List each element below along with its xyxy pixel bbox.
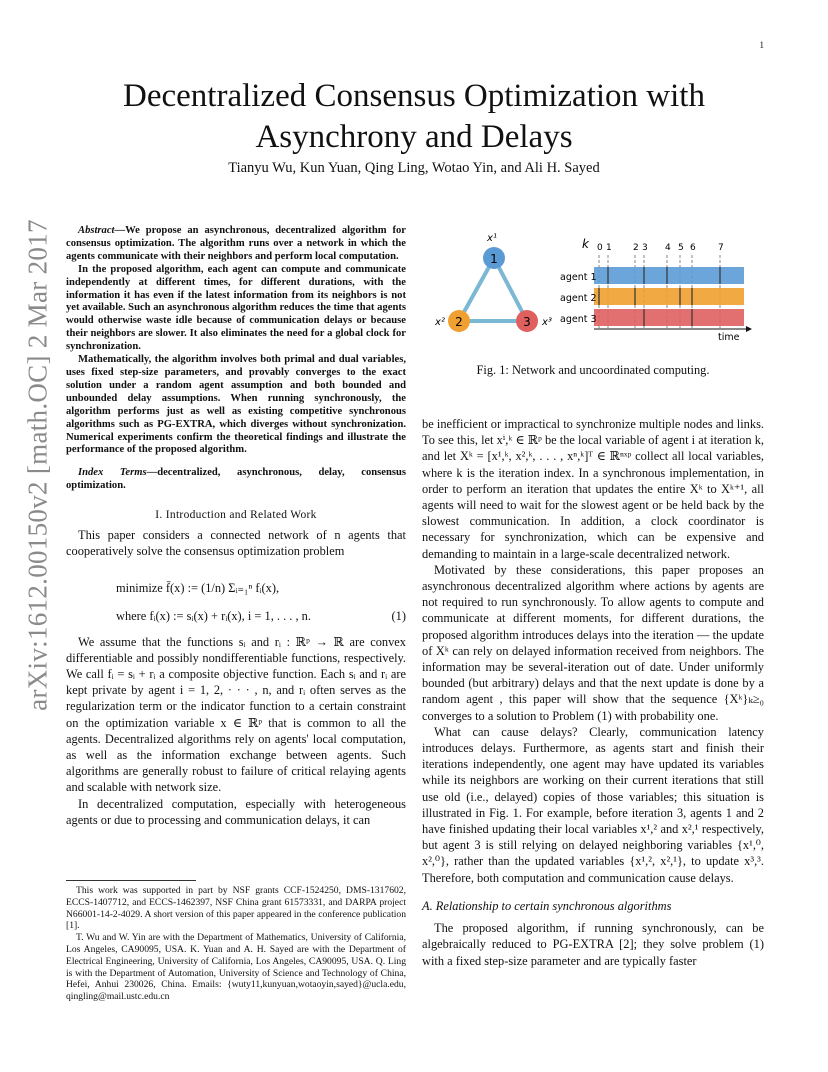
index-terms-label: Index Terms: [78, 467, 147, 479]
right-p4: The proposed algorithm, if running synchronously, can be algebraically reduced to PG-EXTRA [2]; they solve problem (1) with a fixed step-size parameter and are typically faster: [422, 921, 764, 968]
abstract-p3: Mathematically, the algorithm involves both primal and dual variables, uses fixed step-size parameters, and provably converges to the exact solution under a random agent assumption and both bounded and unbounded delay assumptions. When running synchronously, the algorithm performs just as well as existing competitive synchronous algorithms such as PG-EXTRA, which diverges without synchronization. Numerical experiments confirm the theoretical findings and illustrate the performance of the proposed algorithm.: [66, 354, 406, 456]
right-p2: Motivated by these considerations, this paper proposes an asynchronous decentralized algorithm where actions by agents are not required to run synchronously. To allow agents to compute and communicate at different moments, for different durations, the proposed algorithm introduces delays into the iteration — the update of Xᵏ can rely on delayed information received from neighbors. The information may be several-iteration out of date. Under uniformly bounded (but arbitrary) delays and that the next update is done by a random agent , this paper will show that the sequence {Xᵏ}ₖ≥₀ converges to a solution to Problem (1) with probability one.: [422, 562, 764, 723]
x1-label: x¹: [487, 233, 497, 244]
author-list: Tianyu Wu, Kun Yuan, Qing Ling, Wotao Yin, and Ali H. Sayed: [228, 160, 600, 176]
figure-1-graphic: [422, 225, 764, 355]
index-terms-text: —decentralized, asynchronous, delay, consensus optimization.: [66, 467, 406, 492]
left-column: [66, 225, 406, 828]
abstract-p2: In the proposed algorithm, each agent can compute and communicate independently at different times, for different durations, with the information it has even if the latest information from its neighbors is not yet available. Such an asynchronous algorithm reduces the time that agents would otherwise waste idle because of communication delays or because their neighbors are slower. It also eliminates the need for a global clock for synchronization.: [66, 263, 406, 353]
arxiv-stamp: [18, 219, 58, 711]
tick-5: 5: [678, 243, 684, 253]
tick-0: 0: [597, 243, 603, 253]
right-column: [422, 225, 764, 969]
equation-1: [66, 568, 406, 628]
tick-6: 6: [690, 243, 696, 253]
time-label: time: [718, 332, 740, 343]
footnote: [66, 880, 406, 1003]
footnote-rule: [66, 880, 196, 881]
agent-1-label: agent 1: [560, 272, 597, 283]
x2-label: x²: [435, 317, 445, 328]
agent-3-bar: [594, 309, 744, 326]
agent-1-bar: [594, 267, 744, 284]
tick-labels: [597, 243, 724, 253]
time-axis-arrow: [746, 326, 752, 332]
tick-7: 7: [718, 243, 724, 253]
subsection-title: A. Relationship to certain synchronous algorithms: [422, 898, 672, 913]
intro-p1: This paper considers a connected network of n agents that cooperatively solve the consensus optimization problem: [66, 528, 406, 559]
footnote-p2: T. Wu and W. Yin are with the Department of Mathematics, University of California, Los Angeles, CA90095, USA. K. Yuan and A. H. Sayed are with the Department of Electrical Engineering, University of California, Los Angeles, CA90095, USA. Q. Ling is with the Department of Automation, University of Science and Technology of China, Hefei, Anhui 230026, China. Emails: {wuty11,kunyuan,wotaoyin,sayed}@ucla.edu, qingling@mail.ustc.edu.cn: [66, 932, 406, 1003]
tick-1: 1: [606, 243, 612, 253]
page-number: 1: [759, 40, 764, 50]
right-body: [422, 416, 764, 969]
node-2-label: 2: [455, 315, 463, 329]
figure-1: [422, 225, 764, 363]
tick-2: 2: [633, 243, 639, 253]
agent-2-bar: [594, 288, 744, 305]
node-3-label: 3: [523, 315, 531, 329]
tick-3: 3: [642, 243, 648, 253]
arxiv-id: arXiv:1612.00150v2 [math.OC] 2 Mar 2017: [22, 219, 53, 711]
right-p1: be inefficient or impractical to synchronize multiple nodes and links. To see this, let xⁱ,ᵏ ∈ ℝᵖ be the local variable of agent i at iteration k, and let Xᵏ = [x¹,ᵏ, x²,ᵏ, . . . , xⁿ,ᵏ]ᵀ ∈ ℝⁿˣᵖ collect all local variables, where k is the iteration index. In a synchronous implementation, in order to perform an iteration that updates the entire Xᵏ to Xᵏ⁺¹, all agents will need to wait for the slowest agent or be held back by the slowest communication. In addition, a clock coordinator is necessary for synchronization, which can be expensive and demanding to maintain in a large-scale decentralized network.: [422, 417, 764, 561]
abstract-p1: —We propose an asynchronous, decentralized algorithm for consensus optimization. The algorithm runs over a network in which the agents communicate with their neighbors and perform local computation.: [66, 225, 406, 262]
agent-2-label: agent 2: [560, 293, 597, 304]
intro-p3: In decentralized computation, especially with heterogeneous agents or due to processing and communication delays, it can: [66, 796, 406, 827]
intro-p2: We assume that the functions sᵢ and rᵢ : ℝᵖ → ℝ are convex differentiable and possibly nondifferentiable functions, respectively. We call fᵢ = sᵢ + rᵢ a composite objective function. Each sᵢ and rᵢ are kept private by agent i = 1, 2, · · · , n, and rᵢ often serves as the regularization term or the indicator function to a certain constraint on the optimization variable x ∈ ℝᵖ that is common to all the agents. Decentralized algorithms rely on agents' local computation, as well as the information exchange between agents. Such algorithms are generally robust to failure of critical relaying agents and scalable with network size.: [66, 634, 406, 795]
section-title: I. Introduction and Related Work: [155, 509, 317, 522]
agent-3-label: agent 3: [560, 314, 597, 325]
k-label: k: [582, 237, 589, 251]
x3-label: x³: [542, 317, 552, 328]
equation-number: (1): [391, 608, 406, 623]
paper-title: Decentralized Consensus Optimization with Asynchrony and Delays: [123, 78, 705, 155]
abstract-label: Abstract: [78, 225, 115, 236]
node-1-label: 1: [490, 252, 498, 266]
figure-caption: Fig. 1: Network and uncoordinated computing.: [476, 363, 710, 377]
equation-line2: where fᵢ(x) := sᵢ(x) + rᵢ(x), i = 1, . . . , n.: [116, 608, 311, 623]
tick-4: 4: [665, 243, 671, 253]
footnote-p1: This work was supported in part by NSF grants CCF-1524250, DMS-1317602, ECCS-1407712, and ECCS-1462397, NSF China grant 61573331, and DARPA project N66001-14-2-4029. A short version of this paper appeared in the conference publication [1].: [66, 885, 406, 932]
equation-line1: minimize f̄(x) := (1/n) Σᵢ₌₁ⁿ fᵢ(x),: [116, 580, 280, 595]
index-terms: [66, 467, 406, 493]
intro-body: [66, 527, 406, 828]
right-p3: What can cause delays? Clearly, communication latency introduces delays. Furthermore, as agents start and finish their iterations independently, one agent may have updated its variables while its neighbors are working on their current iterations that still use old (i.e., delayed) copies of those variables; this situation is illustrated in Fig. 1. For example, before iteration 3, agents 1 and 2 have finished updating their local variables x¹,² and x²,¹ respectively, but agent 3 is still relying on delayed neighboring variables {x¹,⁰, x²,⁰}, rather than the updated variables {x¹,², x²,¹}, to update x³,³. Therefore, both computation and communication cause delays.: [422, 724, 764, 885]
abstract: [66, 225, 406, 493]
